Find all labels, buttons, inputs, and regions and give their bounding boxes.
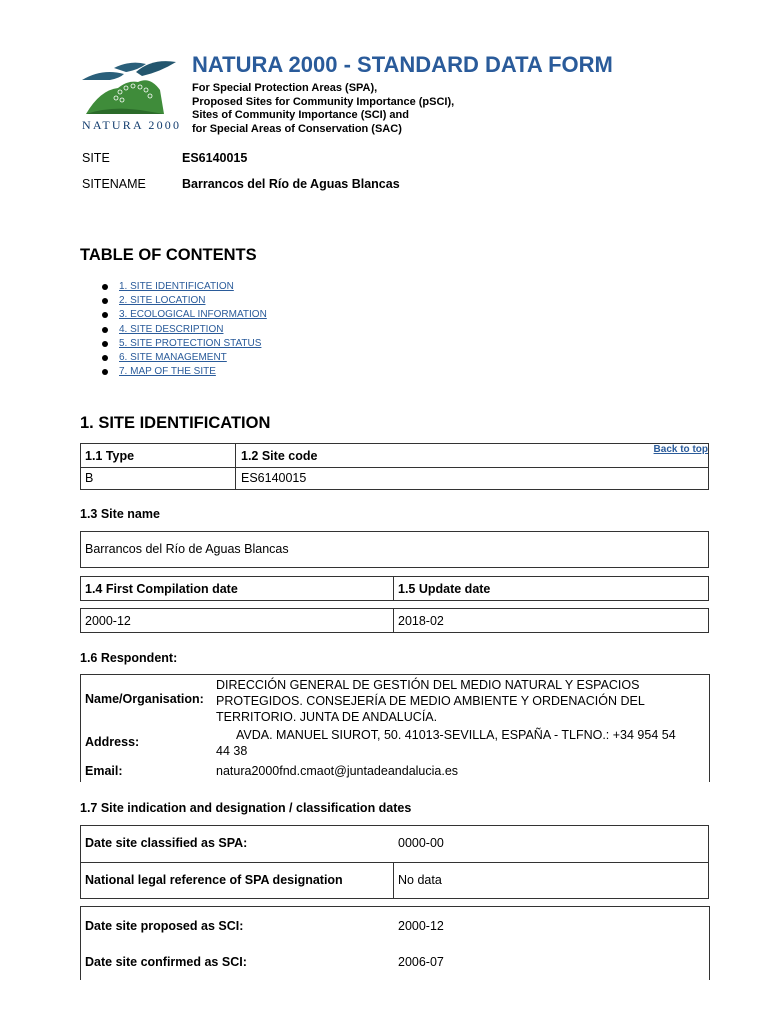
site-code-label: 1.2 Site code [241,449,318,463]
respondent-label: 1.6 Respondent: [80,651,178,665]
address-value [216,727,676,759]
subtitle-line: Sites of Community Importance (SCI) and [192,109,409,121]
site-code: ES6140015 [182,151,248,165]
first-compilation-label: 1.4 First Compilation date [85,582,238,596]
toc-list [100,280,267,379]
toc-link-ecological-information[interactable]: 3. ECOLOGICAL INFORMATION [119,309,267,321]
sci-proposed-label: Date site proposed as SCI: [85,919,244,933]
site-code-value: ES6140015 [241,471,307,485]
address-label: Address: [85,735,140,749]
sitename-value: Barrancos del Río de Aguas Blancas [182,177,400,191]
toc-item [100,323,267,337]
page-title: NATURA 2000 - STANDARD DATA FORM [192,52,613,77]
sci-confirmed-value: 2006-07 [398,955,444,969]
site-label: SITE [82,151,110,165]
address-line: 44 38 [216,744,248,758]
page-subtitle [192,82,454,136]
organisation-line: TERRITORIO. JUNTA DE ANDALUCÍA. [216,710,438,724]
organisation-value [216,677,645,725]
site-name-label: 1.3 Site name [80,507,160,521]
back-to-top-link[interactable]: Back to top [653,444,708,455]
organisation-label: Name/Organisation: [85,692,204,706]
type-label: 1.1 Type [85,449,135,463]
organisation-line: PROTEGIDOS. CONSEJERÍA DE MEDIO AMBIENTE Y ORDENACIÓN DEL [216,694,645,708]
subtitle-line: for Special Areas of Conservation (SAC) [192,122,402,135]
toc-item [100,365,267,379]
subtitle-line: For Special Protection Areas (SPA), [192,82,378,94]
update-date-value: 2018-02 [398,614,444,628]
toc-link-site-protection-status[interactable]: 5. SITE PROTECTION STATUS [119,337,262,349]
organisation-line: DIRECCIÓN GENERAL DE GESTIÓN DEL MEDIO NATURAL Y ESPACIOS [216,678,640,692]
toc-item [100,308,267,322]
toc-link-site-management[interactable]: 6. SITE MANAGEMENT [119,351,227,363]
subtitle-line: Proposed Sites for Community Importance (pSCI), [192,95,455,108]
sci-confirmed-label: Date site confirmed as SCI: [85,955,247,969]
spa-reference-value: No data [398,873,442,887]
toc-link-map-of-the-site[interactable]: 7. MAP OF THE SITE [119,366,216,378]
first-compilation-value: 2000-12 [85,614,131,628]
spa-date-value: 0000-00 [398,836,444,850]
email-value: natura2000fnd.cmaot@juntadeandalucia.es [216,764,459,778]
section-1-heading: 1. SITE IDENTIFICATION [80,414,271,432]
type-value: B [85,471,94,485]
logo-caption: NATURA 2000 [82,118,182,132]
sitename-label: SITENAME [82,177,146,191]
site-name-value: Barrancos del Río de Aguas Blancas [85,542,289,556]
toc-link-site-identification[interactable]: 1. SITE IDENTIFICATION [119,281,234,292]
toc-item [100,337,267,351]
spa-reference-label: National legal reference of SPA designation [85,873,343,887]
update-date-label: 1.5 Update date [398,582,491,596]
dates-value-box [80,608,709,633]
toc-heading: TABLE OF CONTENTS [80,246,257,264]
toc-item [100,280,267,294]
designation-label: 1.7 Site indication and designation / classification dates [80,801,412,815]
toc-item [100,351,267,365]
toc-item [100,294,267,308]
sci-proposed-value: 2000-12 [398,919,444,933]
spa-date-label: Date site classified as SPA: [85,836,248,850]
email-label: Email: [85,764,123,778]
toc-link-site-description[interactable]: 4. SITE DESCRIPTION [119,323,224,335]
toc-link-site-location[interactable]: 2. SITE LOCATION [119,295,206,307]
address-line: AVDA. MANUEL SIUROT, 50. 41013-SEVILLA, ESPAÑA - TLFNO.: +34 954 54 [236,728,676,742]
